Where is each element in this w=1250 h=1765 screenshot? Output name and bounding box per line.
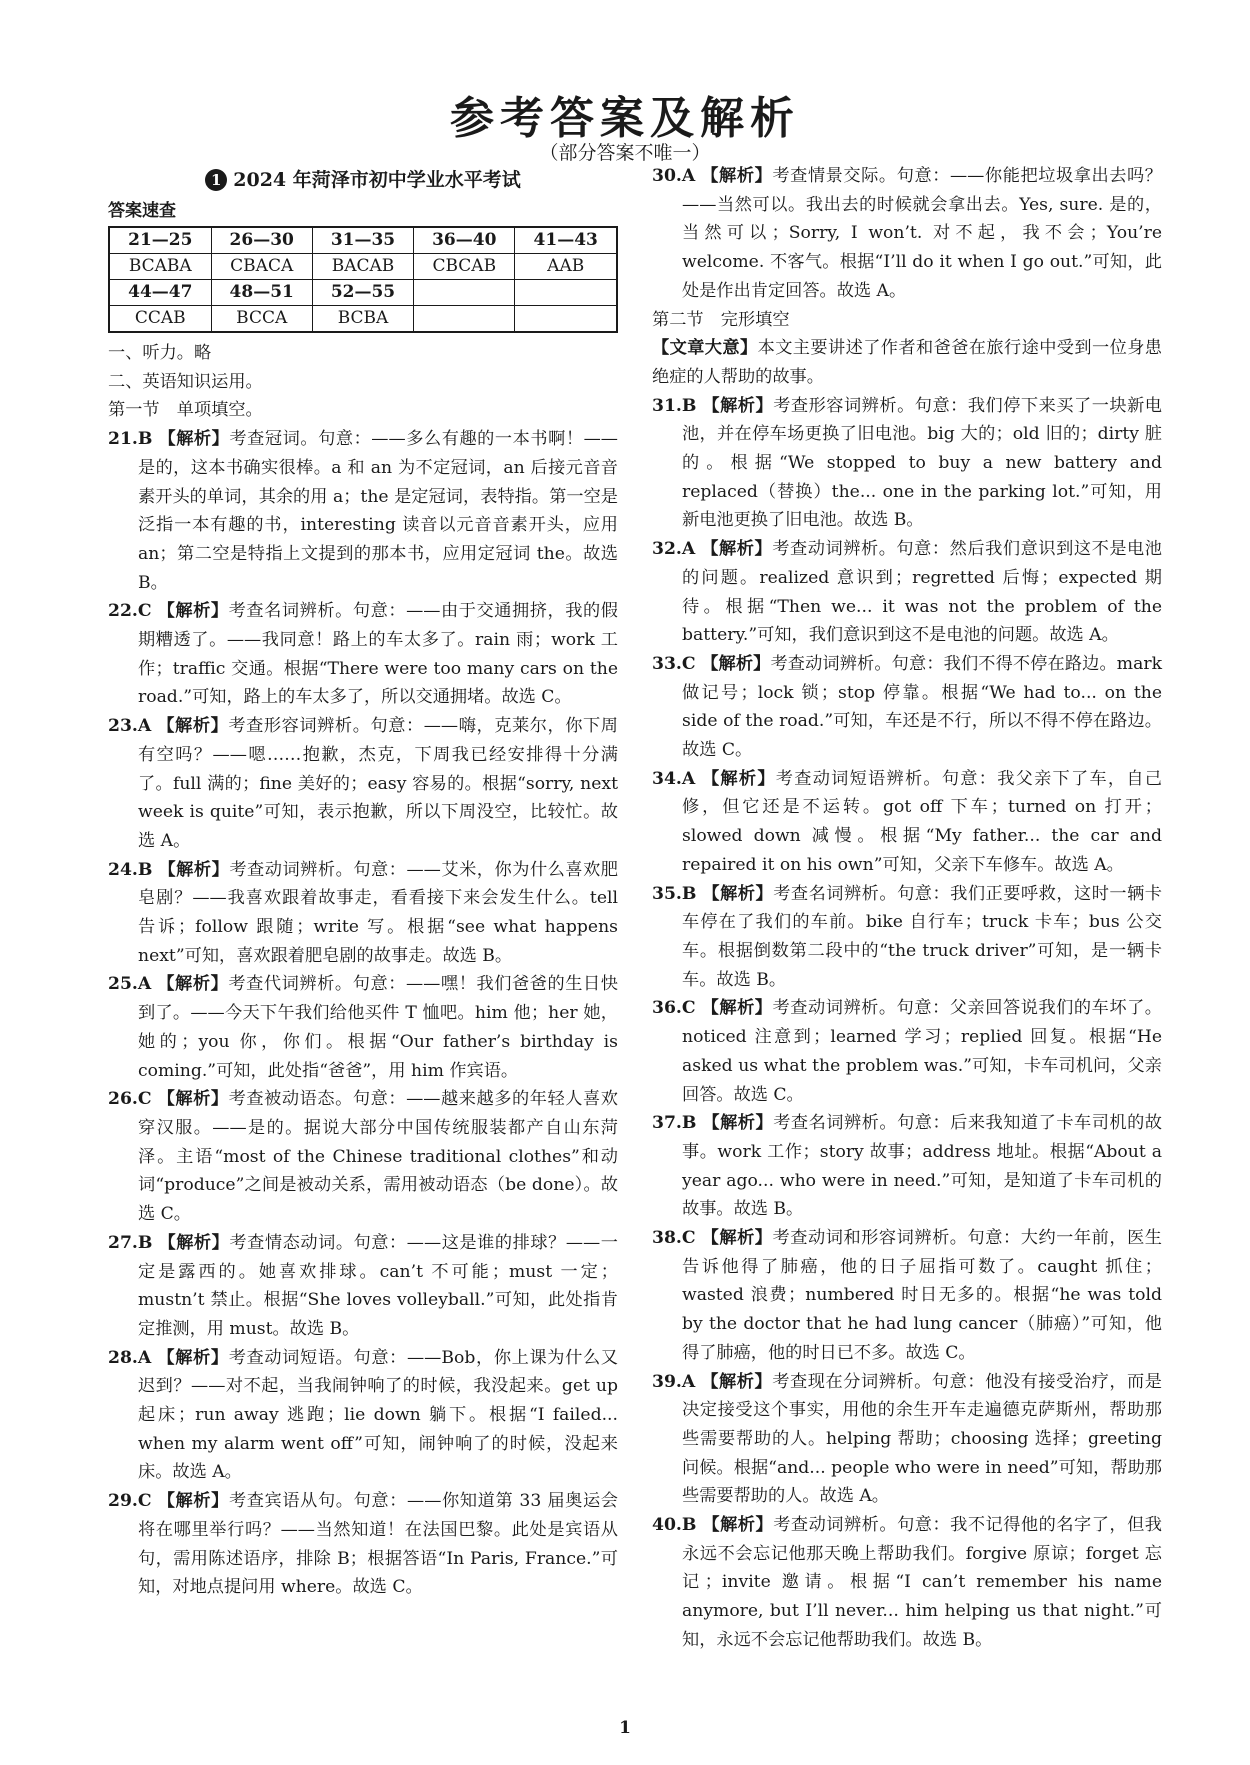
table-cell: CBCAB xyxy=(414,254,515,280)
analysis-tag: 【解析】 xyxy=(701,1371,773,1392)
analysis-tag: 【解析】 xyxy=(158,429,230,450)
analysis-tag: 【解析】 xyxy=(701,1228,773,1249)
page-number: 1 xyxy=(619,1718,631,1738)
question-number: 30. xyxy=(652,166,682,186)
analysis-tag: 【解析】 xyxy=(157,1347,229,1368)
answer-item xyxy=(652,1368,1162,1512)
analysis-tag: 【解析】 xyxy=(158,859,230,880)
analysis-text: 考查名词辨析。句意：我们正要呼救，这时一辆卡车停在了我们的车前。bike 自行车；truck 卡车；bus 公交车。根据倒数第二段中的“the truck driver”可知，是一辆卡车。故选 B。 xyxy=(682,883,1162,990)
question-number: 22. xyxy=(108,601,138,622)
answer-letter: C xyxy=(137,1491,152,1512)
main-idea-label: 【文章大意】 xyxy=(652,338,758,359)
answer-letter: B xyxy=(681,883,697,904)
right-column xyxy=(652,162,1162,1655)
question-number: 34. xyxy=(652,768,682,789)
analysis-text: 考查现在分词辨析。句意：他没有接受治疗，而是决定接受这个事实，用他的余生开车走遍德克萨斯州，帮助那些需要帮助的人。helping 帮助；choosing 选择；greeting 问候。根据“and... people who were in need”可知，帮助那些需要帮助的人。故选 A。 xyxy=(682,1371,1162,1507)
answer-letter: A xyxy=(681,539,696,560)
answer-item xyxy=(652,535,1162,650)
answer-letter: B xyxy=(137,429,153,450)
answer-item xyxy=(108,1229,618,1344)
answer-letter: C xyxy=(137,601,152,622)
table-cell: CCAB xyxy=(109,306,211,333)
table-cell: BACAB xyxy=(312,254,413,280)
analysis-text: 考查情态动词。句意：——这是谁的排球？——一定是露西的。她喜欢排球。can’t 不可能；must 一定；mustn’t 禁止。根据“She loves volleyball.”可知，此处指肯定推测，用 must。故选 B。 xyxy=(138,1232,618,1339)
analysis-tag: 【解析】 xyxy=(702,395,774,416)
analysis-tag: 【解析】 xyxy=(157,1089,229,1110)
analysis-tag: 【解析】 xyxy=(701,166,773,186)
analysis-text: 考查形容词辨析。句意：——嗨，克莱尔，你下周有空吗？——嗯……抱歉，杰克，下周我已经安排得十分满了。full 满的；fine 美好的；easy 容易的。根据“sorry, next week is quite”可知，表示抱歉，所以下周没空，比较忙。故选 A。 xyxy=(138,716,618,851)
table-header-cell: 48—51 xyxy=(211,280,312,306)
answer-letter: B xyxy=(681,395,697,416)
answer-item xyxy=(652,1109,1162,1224)
question-number: 40. xyxy=(652,1515,682,1536)
section-part1: 第一节 单项填空。 xyxy=(108,400,263,421)
table-header-cell: 36—40 xyxy=(414,227,515,254)
analysis-text: 考查名词辨析。句意：——由于交通拥挤，我的假期糟透了。——我同意！路上的车太多了。rain 雨；work 工作；traffic 交通。根据“There were too many cars on the road.”可知，路上的车太多了，所以交通拥堵。故选 C。 xyxy=(138,601,618,708)
question-number: 25. xyxy=(108,974,138,995)
analysis-tag: 【解析】 xyxy=(702,1113,774,1134)
analysis-text: 考查动词辨析。句意：我们不得不停在路边。mark 做记号；lock 锁；stop 停靠。根据“We had to... on the side of the road.”可知，车还是不行，所以不得不停在路边。故选 C。 xyxy=(682,653,1162,761)
analysis-tag: 【解析】 xyxy=(157,974,229,995)
question-number: 35. xyxy=(652,883,682,904)
question-number: 32. xyxy=(652,539,682,560)
main-idea xyxy=(652,334,1162,391)
analysis-tag: 【解析】 xyxy=(158,1232,230,1253)
section-english: 二、英语知识运用。 xyxy=(108,371,263,392)
answer-item xyxy=(652,392,1162,536)
question-number: 21. xyxy=(108,429,138,450)
answer-letter: A xyxy=(681,166,696,186)
analysis-text: 考查冠词。句意：——多么有趣的一本书啊！——是的，这本书确实很棒。a 和 an 为不定冠词，an 后接元音音素开头的单词，其余的用 a；the 是定冠词，表特指。第一空是泛指一本有趣的书，interesting 读音以元音音素开头，应用 an；第二空是特指上文提到的那本书，应用定冠词 the。故选 B。 xyxy=(138,429,618,593)
table-cell: BCABA xyxy=(109,254,211,280)
table-cell: BCCA xyxy=(211,306,312,333)
answer-item xyxy=(108,1487,618,1602)
analysis-text: 考查宾语从句。句意：——你知道第 33 届奥运会将在哪里举行吗？——当然知道！在法国巴黎。此处是宾语从句，需用陈述语序，排除 B；根据答语“In Paris, France.”可知，对地点提问用 where。故选 C。 xyxy=(138,1491,618,1598)
question-number: 28. xyxy=(108,1347,138,1368)
table-header-row xyxy=(109,280,617,306)
table-header-cell xyxy=(515,280,617,306)
table-cell: BCBA xyxy=(312,306,413,333)
analysis-text: 考查代词辨析。句意：——嘿！我们爸爸的生日快到了。——今天下午我们给他买件 T 恤吧。him 他；her 她，她的；you 你，你们。根据“Our father’s birthday is coming.”可知，此处指“爸爸”，用 him 作宾语。 xyxy=(138,974,618,1081)
right-answer-list xyxy=(652,392,1162,1655)
analysis-tag: 【解析】 xyxy=(157,1491,229,1512)
answer-item xyxy=(652,994,1162,1109)
table-cell xyxy=(414,306,515,333)
answer-item xyxy=(108,1344,618,1488)
question-number: 29. xyxy=(108,1491,138,1512)
answer-item xyxy=(652,765,1162,880)
analysis-text: 考查动词辨析。句意：然后我们意识到这不是电池的问题。realized 意识到；regretted 后悔；expected 期待。根据“Then we... it was not the problem of the battery.”可知，我们意识到这不是电池的问题。故选 A。 xyxy=(682,539,1162,646)
answer-item xyxy=(652,880,1162,995)
exam-title-text: 2024 年菏泽市初中学业水平考试 xyxy=(233,169,521,191)
exam-number-badge: 1 xyxy=(205,169,227,191)
analysis-tag: 【解析】 xyxy=(157,601,229,622)
question-number: 31. xyxy=(652,395,682,416)
analysis-text: 考查名词辨析。句意：后来我知道了卡车司机的故事。work 工作；story 故事；address 地址。根据“About a year ago... who were in need.”可知，是知道了卡车司机的故事。故选 B。 xyxy=(682,1113,1162,1220)
question-number: 33. xyxy=(652,653,682,674)
table-header-cell: 21—25 xyxy=(109,227,211,254)
section-listening: 一、听力。略 xyxy=(108,343,212,363)
answer-letter: B xyxy=(681,1515,697,1536)
table-cell: AAB xyxy=(515,254,617,280)
question-number: 38. xyxy=(652,1228,682,1249)
analysis-tag: 【解析】 xyxy=(701,768,776,789)
answer-letter: A xyxy=(137,1347,152,1368)
main-idea-text: 本文主要讲述了作者和爸爸在旅行途中受到一位身患绝症的人帮助的故事。 xyxy=(652,338,1162,387)
analysis-tag: 【解析】 xyxy=(702,1515,774,1536)
table-header-cell xyxy=(414,280,515,306)
table-cell: CBACA xyxy=(211,254,312,280)
analysis-tag: 【解析】 xyxy=(701,653,771,674)
question-number: 36. xyxy=(652,998,682,1019)
table-header-cell: 44—47 xyxy=(109,280,211,306)
table-cell xyxy=(515,306,617,333)
page-subtitle: （部分答案不唯一） xyxy=(539,142,711,164)
answer-letter: C xyxy=(681,1228,696,1249)
answer-item xyxy=(108,425,618,597)
answer-letter: B xyxy=(681,1113,697,1134)
question-number: 37. xyxy=(652,1113,682,1134)
analysis-text: 考查动词辨析。句意：——艾米，你为什么喜欢肥皂剧？——我喜欢跟着故事走，看看接下来会发生什么。tell 告诉；follow 跟随；write 写。根据“see what happens next”可知，喜欢跟着肥皂剧的故事走。故选 B。 xyxy=(138,859,618,966)
answer-item xyxy=(108,856,618,971)
answer-letter: A xyxy=(681,768,696,789)
answer-item xyxy=(652,1224,1162,1368)
answer-letter: B xyxy=(137,859,153,880)
question-number: 23. xyxy=(108,716,138,737)
answer-item xyxy=(108,970,618,1085)
answer-letter: A xyxy=(137,974,152,995)
question-number: 39. xyxy=(652,1371,682,1392)
table-header-cell: 52—55 xyxy=(312,280,413,306)
answer-letter: C xyxy=(137,1089,152,1110)
table-header-row xyxy=(109,227,617,254)
answer-letter: A xyxy=(681,1371,696,1392)
analysis-text: 考查动词辨析。句意：我不记得他的名字了，但我永远不会忘记他那天晚上帮助我们。forgive 原谅；forget 忘记；invite 邀请。根据“I can’t remember his name anymore, but I’ll never... him helping us that night.”可知，永远不会忘记他帮助我们。故选 B。 xyxy=(682,1515,1162,1650)
answer-letter: C xyxy=(681,653,696,674)
page-title: 参考答案及解析 xyxy=(450,93,800,144)
table-header-cell: 26—30 xyxy=(211,227,312,254)
left-column xyxy=(108,162,618,1602)
right-top-answer-list xyxy=(652,162,1162,306)
analysis-text: 考查形容词辨析。句意：我们停下来买了一块新电池，并在停车场更换了旧电池。big 大的；old 旧的；dirty 脏的。根据“We stopped to buy a new battery and replaced（替换）the... one in the parking lot.”可知，用新电池更换了旧电池。故选 B。 xyxy=(682,395,1162,531)
answer-item xyxy=(108,597,618,712)
quick-answers-label: 答案速查 xyxy=(108,201,176,221)
answer-item xyxy=(652,162,1162,306)
quick-answers-table xyxy=(108,226,618,333)
analysis-tag: 【解析】 xyxy=(702,883,774,904)
question-number: 24. xyxy=(108,859,138,880)
analysis-text: 考查被动语态。句意：——越来越多的年轻人喜欢穿汉服。——是的。据说大部分中国传统服装都产自山东菏泽。主语“most of the Chinese traditional clothes”和动词“produce”之间是被动关系，需用被动语态（be done）。故选 C。 xyxy=(138,1089,618,1225)
analysis-text: 考查动词和形容词辨析。句意：大约一年前，医生告诉他得了肺癌，他的日子屈指可数了。caught 抓住；wasted 浪费；numbered 时日无多的。根据“he was told by the doctor that he had lung cancer（肺癌）”可知，他得了肺癌，他的时日已不多。故选 C。 xyxy=(682,1228,1162,1363)
question-number: 26. xyxy=(108,1089,138,1110)
answer-letter: B xyxy=(137,1232,153,1253)
answer-item xyxy=(652,650,1162,765)
analysis-text: 考查动词辨析。句意：父亲回答说我们的车坏了。noticed 注意到；learned 学习；replied 回复。根据“He asked us what the problem was.”可知，卡车司机问，父亲回答。故选 C。 xyxy=(682,998,1162,1105)
answer-letter: A xyxy=(137,716,152,737)
exam-title xyxy=(108,164,618,196)
section-part2: 第二节 完形填空 xyxy=(652,309,790,330)
answer-item xyxy=(108,712,618,856)
analysis-tag: 【解析】 xyxy=(157,716,229,737)
analysis-text: 考查情景交际。句意：——你能把垃圾拿出去吗？——当然可以。我出去的时候就会拿出去。Yes, sure. 是的，当然可以；Sorry, I won’t. 对不起，我不会；You’re welcome. 不客气。根据“I’ll do it when I go out.”可知，此处是作出肯定回答。故选 A。 xyxy=(682,166,1162,301)
table-header-cell: 41—43 xyxy=(515,227,617,254)
answer-item xyxy=(108,1085,618,1229)
analysis-text: 考查动词短语。句意：——Bob，你上课为什么又迟到？——对不起，当我闹钟响了的时候，我没起来。get up 起床；run away 逃跑；lie down 躺下。根据“I failed... when my alarm went off”可知，闹钟响了的时候，没起来床。故选 A。 xyxy=(138,1347,618,1483)
analysis-text: 考查动词短语辨析。句意：我父亲下了车，自己修，但它还是不运转。got off 下车；turned on 打开；slowed down 减慢。根据“My father... the car and repaired it on his own”可知，父亲下车修车。故选 A。 xyxy=(682,768,1162,875)
table-row xyxy=(109,254,617,280)
answer-letter: C xyxy=(681,998,696,1019)
answer-item xyxy=(652,1511,1162,1655)
left-answer-list xyxy=(108,425,618,1602)
question-number: 27. xyxy=(108,1232,138,1253)
analysis-tag: 【解析】 xyxy=(701,539,773,560)
analysis-tag: 【解析】 xyxy=(701,998,773,1019)
table-header-cell: 31—35 xyxy=(312,227,413,254)
table-row xyxy=(109,306,617,333)
